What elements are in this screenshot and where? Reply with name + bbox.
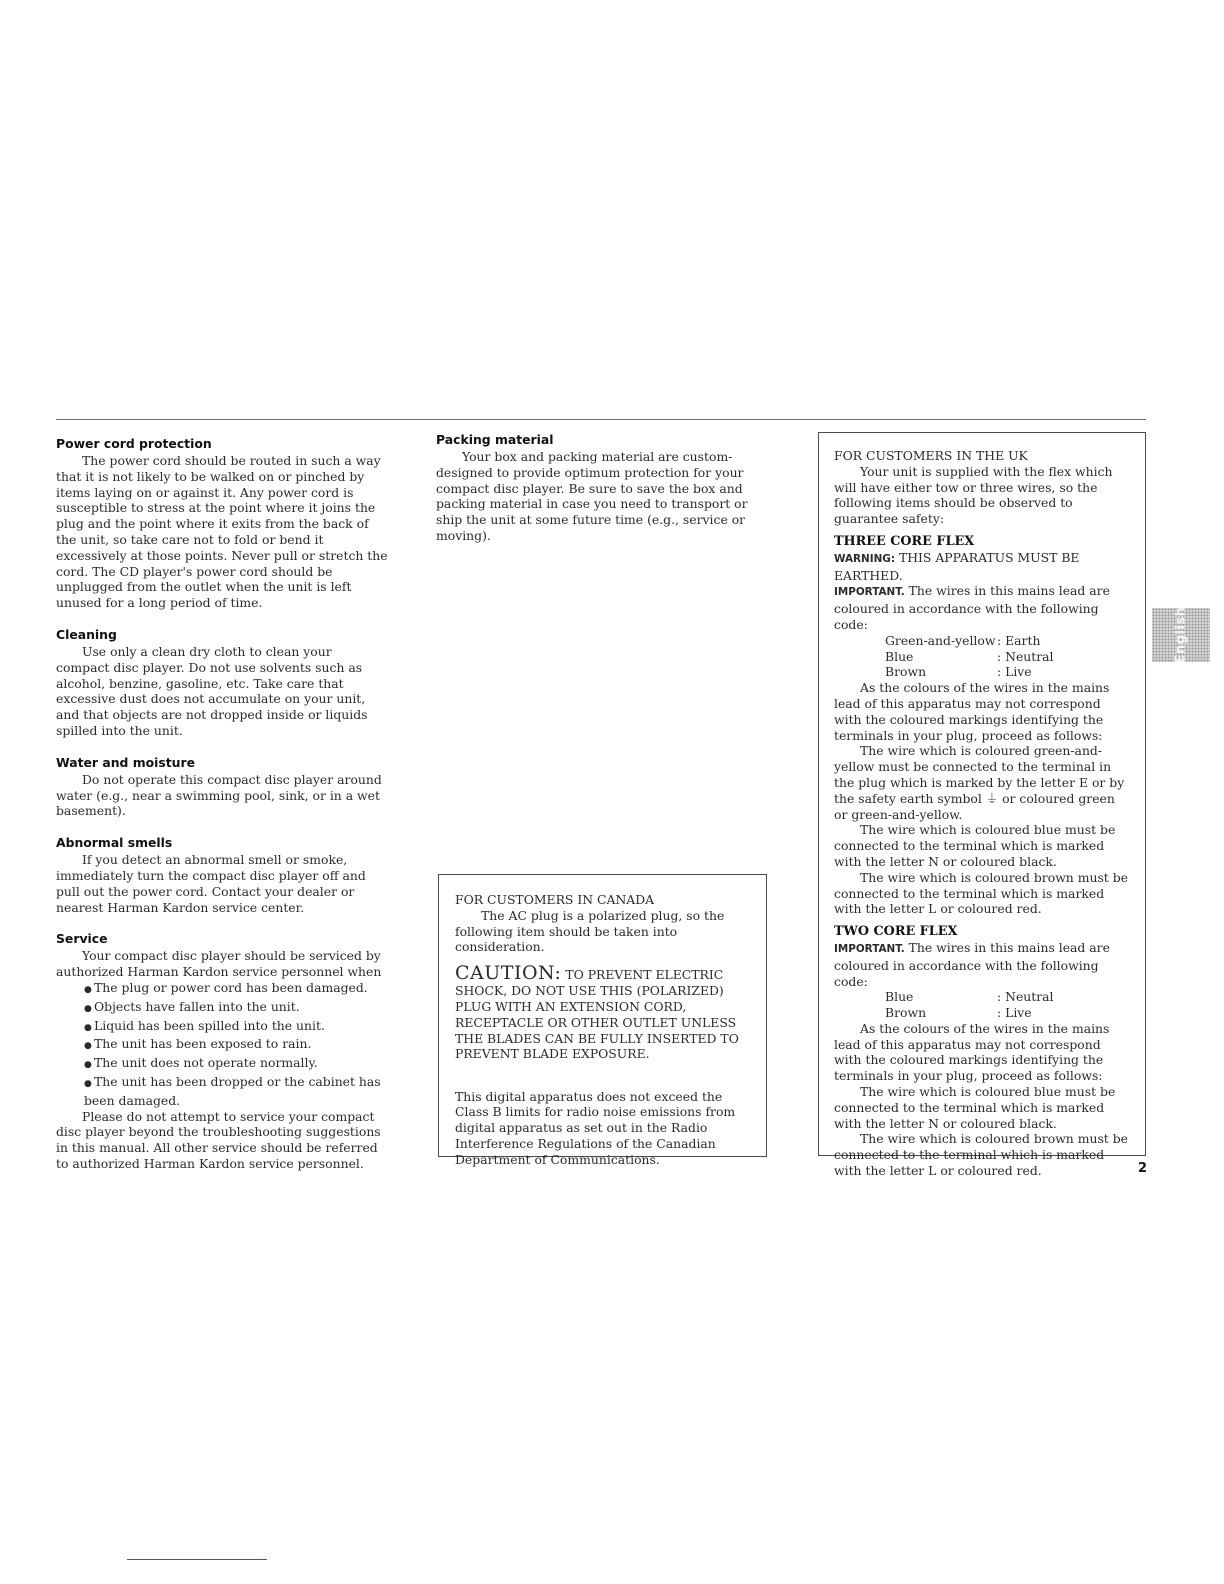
three-core-warning: WARNING: THIS APPARATUS MUST BE EARTHED.	[834, 549, 1080, 583]
uk-paragraph: As the colours of the wires in the mains lead of this apparatus may not correspond with the coloured markings identifying the terminals in your plug, proceed as follows:	[834, 680, 1110, 743]
uk-box-title: FOR CUSTOMERS IN THE UK	[834, 448, 1028, 463]
important-label: IMPORTANT.	[834, 586, 905, 599]
top-rule	[56, 419, 1146, 420]
section-heading: Water and moisture	[56, 754, 196, 770]
three-core-important: IMPORTANT. The wires in this mains lead are coloured in accordance with the following code:	[834, 583, 1110, 632]
uk-paragraph: As the colours of the wires in the mains lead of this apparatus may not correspond with the coloured markings identifying the terminals in your plug, proceed as follows:	[834, 1020, 1110, 1084]
uk-paragraph: The wire which is coloured brown must be connected to the terminal which is marked with the letter L or coloured red.	[834, 869, 1128, 917]
caution-label: CAUTION:	[455, 962, 562, 985]
section-water-moisture	[56, 755, 388, 819]
bullet-icon: ●	[84, 984, 92, 995]
section-power-cord	[56, 436, 388, 611]
color-code-row: Blue : Neutral	[885, 648, 1054, 664]
bullet-icon: ●	[84, 1022, 92, 1033]
uk-paragraph: The wire which is coloured blue must be connected to the terminal which is marked with the letter N or coloured black.	[834, 822, 1116, 869]
bullet-icon: ●	[84, 1003, 92, 1014]
bullet-icon: ●	[84, 1060, 92, 1071]
section-abnormal-smells	[56, 835, 388, 915]
section-heading: Cleaning	[56, 626, 117, 642]
color-code-row: Green-and-yellow : Earth	[885, 632, 1041, 648]
service-bullet: ● Objects have fallen into the unit.	[56, 999, 388, 1018]
caution-block	[455, 964, 750, 1062]
canada-box-title: FOR CUSTOMERS IN CANADA	[455, 892, 655, 907]
canada-notice-box	[438, 874, 767, 1167]
section-paragraph: Do not operate this compact disc player around water (e.g., near a swimming pool, sink, or in a wet basement).	[56, 771, 382, 819]
section-paragraph: Your box and packing material are custom-designed to provide optimum protection for your compact disc player. Be sure to save the box and packing material in case you need to transport or ship the unit at some future time (e.g., service or moving).	[436, 449, 748, 543]
service-closing: Please do not attempt to service your compact disc player beyond the troubleshooting suggestions in this manual. All other service should be referred to authorized Harman Kardon service personnel.	[56, 1108, 381, 1171]
important-label: IMPORTANT.	[834, 942, 905, 955]
uk-paragraph: The wire which is coloured green-and-yellow must be connected to the terminal in the plug which is marked by the letter E or by the safety earth symbol ⏚ or coloured green or green-and-yellow.	[834, 743, 1125, 822]
service-bullet: ● Liquid has been spilled into the unit.	[56, 1018, 388, 1037]
language-tab	[1152, 608, 1210, 662]
bullet-icon: ●	[84, 1078, 92, 1089]
warning-label: WARNING:	[834, 552, 895, 565]
three-core-heading: THREE CORE FLEX	[834, 533, 975, 549]
service-bullet: ● The plug or power cord has been damaged.	[56, 980, 388, 999]
section-heading: Abnormal smells	[56, 835, 173, 851]
color-code-row: Blue : Neutral	[885, 989, 1054, 1005]
uk-paragraph: The wire which is coloured brown must be connected to the terminal which is marked with the letter L or coloured red.	[834, 1131, 1128, 1179]
page-number: 2	[1138, 1161, 1148, 1176]
section-service	[56, 931, 388, 1171]
service-intro: Your compact disc player should be serviced by authorized Harman Kardon service personnel when	[56, 948, 382, 980]
uk-intro: Your unit is supplied with the flex which will have either tow or three wires, so the following items should be observed to guarantee safety:	[834, 463, 1113, 527]
section-paragraph: The power cord should be routed in such a way that it is not likely to be walked on or pinched by items laying on or against it. Any power cord is susceptible to stress at the point where it joins the plug and the point where it exits from the back of the unit, so take care not to fold or bend it excessively at those points. Never pull or stretch the cord. The CD player's power cord should be unplugged from the outlet when the unit is left unused for a long period of time.	[56, 453, 388, 611]
section-paragraph: If you detect an abnormal smell or smoke, immediately turn the compact disc player off and pull out the power cord. Contact your dealer or nearest Harman Kardon service center.	[56, 852, 366, 915]
service-bullet: ● The unit has been exposed to rain.	[56, 1036, 388, 1055]
section-heading: Packing material	[436, 432, 554, 447]
section-packing	[436, 432, 766, 544]
language-tab-label: English	[1173, 606, 1189, 664]
two-core-heading: TWO CORE FLEX	[834, 924, 958, 940]
service-bullet: ● The unit has been dropped or the cabinet has been damaged.	[84, 1073, 381, 1108]
color-code-row: Brown : Live	[885, 1005, 1032, 1021]
caution-text: TO PREVENT ELECTRIC SHOCK, DO NOT USE THIS (POLARIZED) PLUG WITH AN EXTENSION CORD, RECEPTACLE OR OTHER OUTLET UNLESS THE BLADES CAN BE FULLY INSERTED TO PREVENT BLADE EXPOSURE.	[455, 967, 739, 1062]
section-cleaning	[56, 627, 388, 739]
canada-intro: The AC plug is a polarized plug, so the following item should be taken into consideration.	[455, 907, 725, 955]
two-core-important: IMPORTANT. The wires in this mains lead are coloured in accordance with the following code:	[834, 939, 1110, 989]
radio-notice: This digital apparatus does not exceed the Class B limits for radio noise emissions from digital apparatus as set out in the Radio Interference Regulations of the Canadian Department of Communications.	[455, 1088, 736, 1167]
uk-paragraph: The wire which is coloured blue must be connected to the terminal which is marked with the letter N or coloured black.	[834, 1084, 1116, 1131]
middle-column	[436, 432, 766, 560]
service-bullet: ● The unit does not operate normally.	[56, 1055, 388, 1074]
color-code-row: Brown : Live	[885, 664, 1032, 680]
bullet-icon: ●	[84, 1041, 92, 1052]
section-heading: Power cord protection	[56, 436, 212, 451]
left-column	[56, 436, 388, 1188]
uk-notice-box	[818, 432, 1146, 1179]
section-heading: Service	[56, 931, 108, 947]
link-underline	[127, 1559, 267, 1560]
section-paragraph: Use only a clean dry cloth to clean your compact disc player. Do not use solvents such as alcohol, benzine, gasoline, etc. Take care that excessive dust does not accumulate on your unit, and that objects are not dropped inside or liquids spilled into the unit.	[56, 643, 368, 738]
